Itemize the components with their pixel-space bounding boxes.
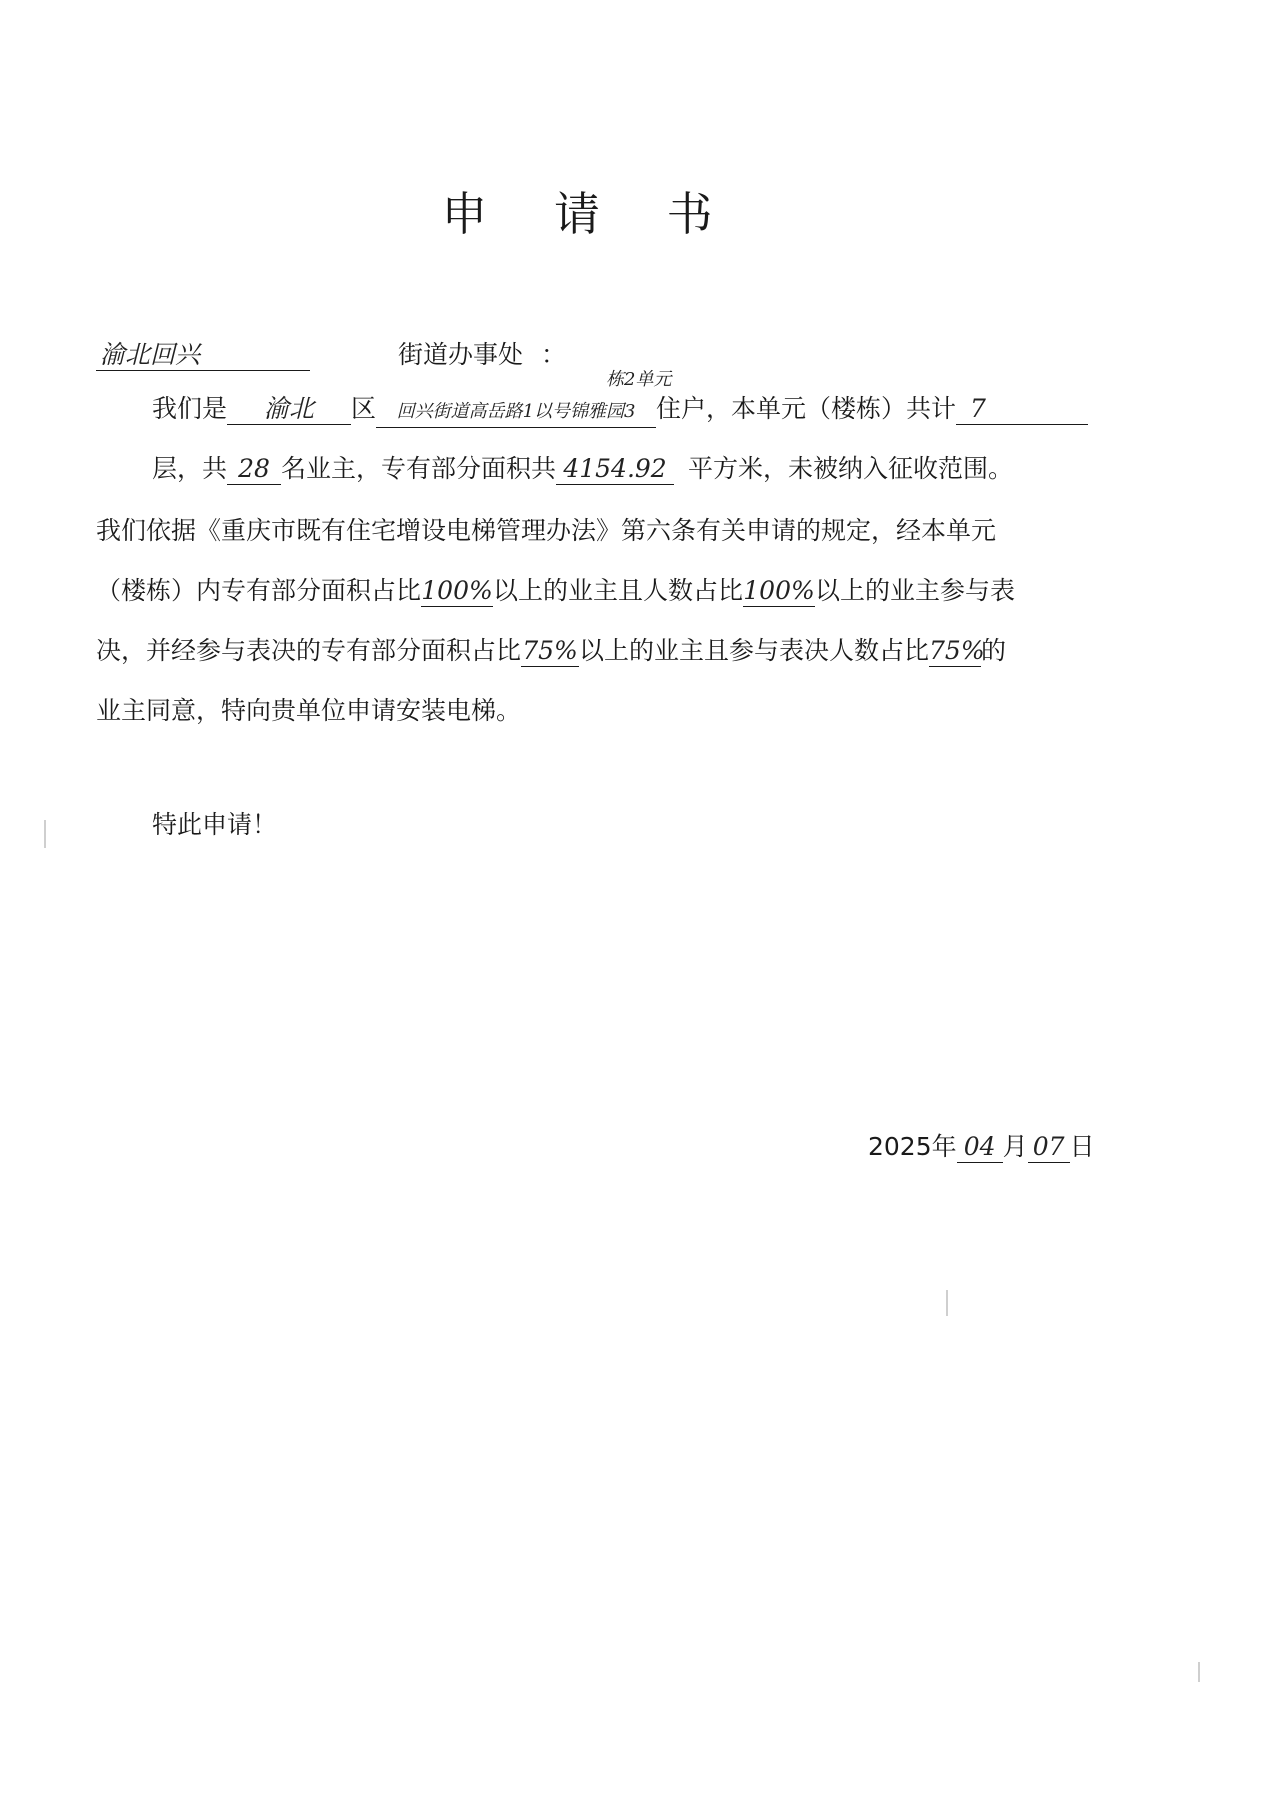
- text-area-suffix: 平方米，未被纳入征收范围。: [688, 454, 1014, 483]
- paragraph-line-1: [152, 369, 1088, 428]
- date-year: 2025: [868, 1132, 932, 1161]
- text-line4-c: 以上的业主参与表: [815, 576, 1016, 605]
- street-address-text: 回兴街道高岳路1以号锦雅园3: [396, 401, 636, 422]
- text-line5-b: 以上的业主且参与表决人数占比: [579, 636, 930, 665]
- floors-field: 7: [956, 394, 1088, 425]
- text-line5-a: 决，并经参与表决的专有部分面积占比: [96, 636, 522, 665]
- district-field: 渝北: [227, 394, 351, 425]
- date-day-suffix: 日: [1069, 1132, 1095, 1161]
- text-residents: 住户，本单元（楼栋）共计: [656, 394, 957, 423]
- date-day-field: 07: [1028, 1132, 1070, 1163]
- paragraph-line-6: 业主同意，特向贵单位申请安装电梯。: [96, 696, 522, 725]
- date-month-suffix: 月: [1002, 1132, 1028, 1161]
- addressee-handwritten: 渝北回兴: [96, 340, 310, 371]
- scan-speck: [44, 820, 46, 848]
- scan-speck: [1198, 1662, 1200, 1682]
- addressee-colon: ：: [541, 340, 567, 369]
- date-year-suffix: 年: [931, 1132, 957, 1161]
- ratio-area-field: 100%: [421, 576, 493, 605]
- addressee-office: 街道办事处: [398, 340, 524, 369]
- unit-annotation: 栋2单元: [606, 369, 672, 390]
- area-field: 4154.92: [556, 454, 674, 485]
- text-line4-b: 以上的业主且人数占比: [493, 576, 744, 605]
- vote-people-field: 75%: [929, 636, 985, 665]
- text-line5-c: 的: [981, 636, 1007, 665]
- text-owners-suffix: 名业主，专有部分面积共: [281, 454, 557, 483]
- addressee-line: [96, 338, 566, 372]
- text-we-are: 我们是: [152, 394, 228, 423]
- closing-statement: 特此申请！: [152, 810, 278, 839]
- date-month-field: 04: [957, 1132, 1003, 1163]
- paragraph-line-2: [152, 452, 1013, 486]
- date-line: [868, 1130, 1095, 1164]
- page-title: 申 请 书: [441, 187, 739, 241]
- paragraph-line-4: [96, 574, 1015, 608]
- text-district-suffix: 区: [351, 394, 377, 423]
- scan-speck: [946, 1290, 948, 1316]
- vote-area-field: 75%: [522, 636, 578, 665]
- text-floors-suffix: 层，共: [152, 454, 228, 483]
- text-line4-a: （楼栋）内专有部分面积占比: [96, 576, 422, 605]
- owners-field: 28: [227, 454, 281, 485]
- street-address-field: [376, 369, 672, 428]
- paragraph-line-3: 我们依据《重庆市既有住宅增设电梯管理办法》第六条有关申请的规定，经本单元: [96, 516, 997, 545]
- ratio-people-field: 100%: [743, 576, 815, 605]
- paragraph-line-5: [96, 634, 1006, 668]
